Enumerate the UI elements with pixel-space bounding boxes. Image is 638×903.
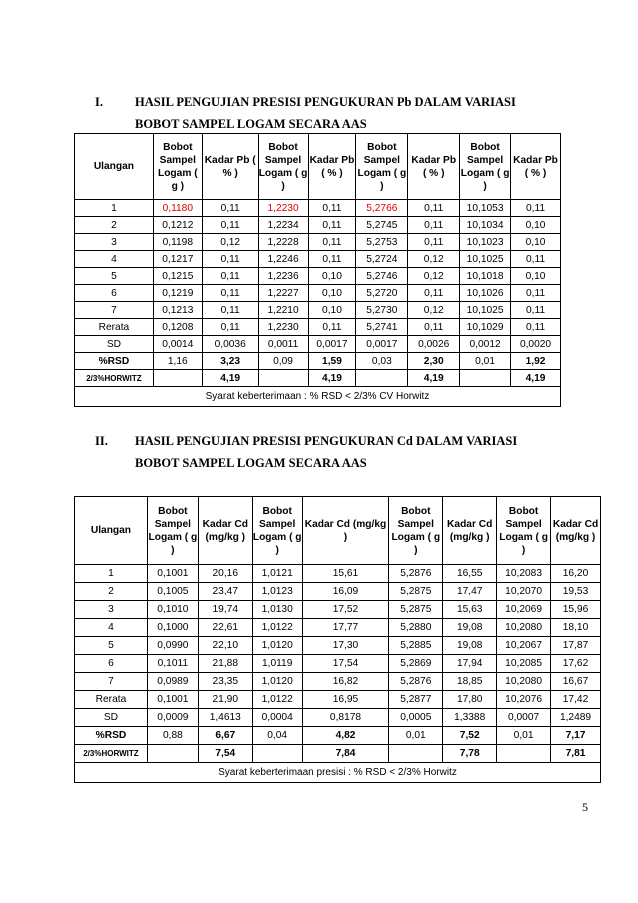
table-cell: 22,61 bbox=[198, 619, 252, 637]
table-cell: 0,0011 bbox=[258, 336, 308, 353]
table-cell: 5,2876 bbox=[389, 673, 443, 691]
table-cell: 0,1005 bbox=[147, 583, 198, 601]
table-cell: 0,11 bbox=[511, 251, 561, 268]
table-cell: 5,2746 bbox=[356, 268, 408, 285]
table-cell: 0,0009 bbox=[147, 709, 198, 727]
table-cell: 0,0012 bbox=[460, 336, 511, 353]
table-cell: 0,11 bbox=[408, 234, 460, 251]
column-header: Kadar Pb ( % ) bbox=[408, 134, 460, 200]
table-cell: 4,19 bbox=[511, 370, 561, 387]
table-cell: 0,11 bbox=[308, 217, 356, 234]
table-pb bbox=[74, 133, 561, 407]
table-cell bbox=[153, 370, 202, 387]
table-cell: 1,0119 bbox=[252, 655, 302, 673]
table-cell: 1,2489 bbox=[551, 709, 601, 727]
table-cell: 21,90 bbox=[198, 691, 252, 709]
table-cell: 0,1198 bbox=[153, 234, 202, 251]
table-cell: 5,2745 bbox=[356, 217, 408, 234]
table-cell: 0,1217 bbox=[153, 251, 202, 268]
table-cell: 10,1029 bbox=[460, 319, 511, 336]
table-cell: 0,01 bbox=[389, 727, 443, 745]
table-cell: 7,81 bbox=[551, 745, 601, 763]
table-row bbox=[75, 336, 561, 353]
table-cell: 0,1215 bbox=[153, 268, 202, 285]
table-cell bbox=[356, 370, 408, 387]
table-row bbox=[75, 285, 561, 302]
row-label: 5 bbox=[75, 637, 148, 655]
table-cell: 1,0122 bbox=[252, 619, 302, 637]
table-cell: 0,1001 bbox=[147, 691, 198, 709]
row-label: Rerata bbox=[75, 319, 154, 336]
table-cell: 1,2230 bbox=[258, 200, 308, 217]
column-header: Kadar Pb ( % ) bbox=[308, 134, 356, 200]
column-header-ulangan: Ulangan bbox=[75, 497, 148, 565]
table-cell: 0,12 bbox=[408, 268, 460, 285]
table-cell bbox=[258, 370, 308, 387]
table-cell: 0,10 bbox=[308, 302, 356, 319]
table-cell: 0,11 bbox=[511, 319, 561, 336]
table-cell: 10,1025 bbox=[460, 251, 511, 268]
table-cell: 5,2730 bbox=[356, 302, 408, 319]
section-2-title-line2: BOBOT SAMPEL LOGAM SECARA AAS bbox=[135, 456, 367, 470]
column-header: Kadar Cd (mg/kg ) bbox=[551, 497, 601, 565]
table-cell: 0,11 bbox=[202, 200, 258, 217]
table-cell: 0,8178 bbox=[302, 709, 389, 727]
table-cell: 1,2236 bbox=[258, 268, 308, 285]
table-row bbox=[75, 727, 601, 745]
row-label: 4 bbox=[75, 251, 154, 268]
table-row bbox=[75, 673, 601, 691]
section-2-heading bbox=[95, 431, 575, 475]
table-cell: 23,35 bbox=[198, 673, 252, 691]
table-cell: 7,52 bbox=[443, 727, 497, 745]
table-row bbox=[75, 601, 601, 619]
row-label: SD bbox=[75, 336, 154, 353]
section-2-number: II. bbox=[95, 434, 108, 448]
table-cell: 10,1034 bbox=[460, 217, 511, 234]
table-cell: 4,19 bbox=[308, 370, 356, 387]
row-label: 6 bbox=[75, 285, 154, 302]
table-cell: 0,01 bbox=[460, 353, 511, 370]
row-label: 1 bbox=[75, 565, 148, 583]
table-cell: 5,2869 bbox=[389, 655, 443, 673]
table-cell bbox=[389, 745, 443, 763]
row-label: 4 bbox=[75, 619, 148, 637]
table-cell bbox=[497, 745, 551, 763]
table-row bbox=[75, 565, 601, 583]
table-cell: 3,23 bbox=[202, 353, 258, 370]
table-cell: 0,0014 bbox=[153, 336, 202, 353]
table-cell: 5,2766 bbox=[356, 200, 408, 217]
row-label: %RSD bbox=[75, 727, 148, 745]
table-cell: 0,11 bbox=[408, 217, 460, 234]
table-cell: 17,52 bbox=[302, 601, 389, 619]
table-cell: 0,1212 bbox=[153, 217, 202, 234]
table-cell: 1,2228 bbox=[258, 234, 308, 251]
table-cell: 7,17 bbox=[551, 727, 601, 745]
column-header: Bobot Sampel Logam ( g ) bbox=[258, 134, 308, 200]
table-cell: 10,2070 bbox=[497, 583, 551, 601]
table-cell: 0,10 bbox=[308, 285, 356, 302]
table-row bbox=[75, 217, 561, 234]
table-cell: 5,2753 bbox=[356, 234, 408, 251]
column-header-ulangan: Ulangan bbox=[75, 134, 154, 200]
table-cell: 1,59 bbox=[308, 353, 356, 370]
table-cell: 0,1000 bbox=[147, 619, 198, 637]
table-cell: 0,0036 bbox=[202, 336, 258, 353]
table-cell: 0,11 bbox=[202, 302, 258, 319]
table-cell: 1,3388 bbox=[443, 709, 497, 727]
table-cell: 16,55 bbox=[443, 565, 497, 583]
table-cell: 16,95 bbox=[302, 691, 389, 709]
table-cell: 0,11 bbox=[308, 251, 356, 268]
table-cell: 0,11 bbox=[511, 200, 561, 217]
table-cell: 5,2741 bbox=[356, 319, 408, 336]
table-cell: 0,0989 bbox=[147, 673, 198, 691]
table-cell: 1,92 bbox=[511, 353, 561, 370]
table-cell: 0,10 bbox=[511, 217, 561, 234]
table-cell: 0,1208 bbox=[153, 319, 202, 336]
row-label: 2/3%HORWITZ bbox=[75, 370, 154, 387]
row-label: 7 bbox=[75, 673, 148, 691]
table-cell: 0,0990 bbox=[147, 637, 198, 655]
table-cell: 23,47 bbox=[198, 583, 252, 601]
row-label: %RSD bbox=[75, 353, 154, 370]
table-cell: 0,11 bbox=[308, 319, 356, 336]
table-cell: 0,03 bbox=[356, 353, 408, 370]
table-cell: 1,0120 bbox=[252, 637, 302, 655]
table-cell: 17,94 bbox=[443, 655, 497, 673]
table-cell: 21,88 bbox=[198, 655, 252, 673]
table-cell bbox=[147, 745, 198, 763]
table-cell: 0,09 bbox=[258, 353, 308, 370]
table-footer-row bbox=[75, 763, 601, 783]
table-cell: 0,11 bbox=[202, 217, 258, 234]
table-cell: 0,1213 bbox=[153, 302, 202, 319]
column-header: Kadar Cd (mg/kg ) bbox=[302, 497, 389, 565]
table-cell: 19,74 bbox=[198, 601, 252, 619]
table-cell: 16,20 bbox=[551, 565, 601, 583]
table-row bbox=[75, 268, 561, 285]
table-row bbox=[75, 302, 561, 319]
row-label: Rerata bbox=[75, 691, 148, 709]
table-cell: 0,12 bbox=[202, 234, 258, 251]
table-cell: 0,0004 bbox=[252, 709, 302, 727]
table-cell: 0,11 bbox=[408, 319, 460, 336]
table-cell: 7,54 bbox=[198, 745, 252, 763]
row-label: 3 bbox=[75, 601, 148, 619]
table-cell: 0,11 bbox=[202, 251, 258, 268]
section-1-heading bbox=[95, 92, 575, 136]
table-cell: 0,04 bbox=[252, 727, 302, 745]
table-cell: 0,12 bbox=[408, 302, 460, 319]
column-header: Kadar Pb ( % ) bbox=[202, 134, 258, 200]
table-cell: 0,11 bbox=[202, 285, 258, 302]
table-cell: 5,2880 bbox=[389, 619, 443, 637]
table-header-row bbox=[75, 497, 601, 565]
table-cell: 0,1219 bbox=[153, 285, 202, 302]
table-cell: 0,1010 bbox=[147, 601, 198, 619]
table-cell: 19,08 bbox=[443, 619, 497, 637]
table-cell: 10,2083 bbox=[497, 565, 551, 583]
table-cell: 0,0007 bbox=[497, 709, 551, 727]
table-cell: 5,2877 bbox=[389, 691, 443, 709]
table-cell: 20,16 bbox=[198, 565, 252, 583]
table-cell: 1,2234 bbox=[258, 217, 308, 234]
table-cell bbox=[252, 745, 302, 763]
table-cd bbox=[74, 496, 601, 783]
table-cell: 5,2724 bbox=[356, 251, 408, 268]
table-cell: 4,82 bbox=[302, 727, 389, 745]
table-cell: 18,10 bbox=[551, 619, 601, 637]
table-row bbox=[75, 619, 601, 637]
table-cell: 0,10 bbox=[308, 268, 356, 285]
column-header: Bobot Sampel Logam ( g ) bbox=[356, 134, 408, 200]
table-cell: 0,11 bbox=[202, 319, 258, 336]
table-cell: 16,82 bbox=[302, 673, 389, 691]
section-1-title-line1: HASIL PENGUJIAN PRESISI PENGUKURAN Pb DALAM VARIASI bbox=[135, 95, 516, 109]
table-cell: 10,1023 bbox=[460, 234, 511, 251]
row-label: 5 bbox=[75, 268, 154, 285]
table-cell: 5,2875 bbox=[389, 601, 443, 619]
column-header: Kadar Cd (mg/kg ) bbox=[443, 497, 497, 565]
row-label: 1 bbox=[75, 200, 154, 217]
table-cell: 1,0123 bbox=[252, 583, 302, 601]
table-cell: 1,2227 bbox=[258, 285, 308, 302]
table-cell: 10,2067 bbox=[497, 637, 551, 655]
table-cell: 5,2875 bbox=[389, 583, 443, 601]
table-cell: 16,67 bbox=[551, 673, 601, 691]
table-cell: 0,0005 bbox=[389, 709, 443, 727]
row-label: 6 bbox=[75, 655, 148, 673]
table-cell: 0,12 bbox=[408, 251, 460, 268]
table-cell: 1,0120 bbox=[252, 673, 302, 691]
table-cell: 5,2876 bbox=[389, 565, 443, 583]
table-cell: 0,11 bbox=[308, 200, 356, 217]
table-cell: 10,2076 bbox=[497, 691, 551, 709]
table-cell: 0,11 bbox=[202, 268, 258, 285]
row-label: SD bbox=[75, 709, 148, 727]
table-cell: 0,0017 bbox=[308, 336, 356, 353]
table-cell: 5,2720 bbox=[356, 285, 408, 302]
table-row bbox=[75, 709, 601, 727]
table-cell: 1,2210 bbox=[258, 302, 308, 319]
table-cell: 10,2080 bbox=[497, 619, 551, 637]
section-2-title-line1: HASIL PENGUJIAN PRESISI PENGUKURAN Cd DALAM VARIASI bbox=[135, 434, 518, 448]
table-cell: 10,1053 bbox=[460, 200, 511, 217]
table-cell: 1,0121 bbox=[252, 565, 302, 583]
table-cell: 1,0122 bbox=[252, 691, 302, 709]
column-header: Bobot Sampel Logam ( g ) bbox=[252, 497, 302, 565]
acceptance-criteria: Syarat keberterimaan : % RSD < 2/3% CV Horwitz bbox=[75, 387, 561, 407]
table-cell: 17,87 bbox=[551, 637, 601, 655]
table-cell: 19,08 bbox=[443, 637, 497, 655]
table-cell: 1,2246 bbox=[258, 251, 308, 268]
row-label: 3 bbox=[75, 234, 154, 251]
table-cell: 19,53 bbox=[551, 583, 601, 601]
table-cell: 17,47 bbox=[443, 583, 497, 601]
table-cell: 0,0020 bbox=[511, 336, 561, 353]
table-cell: 10,2069 bbox=[497, 601, 551, 619]
table-cell: 17,77 bbox=[302, 619, 389, 637]
table-cell: 17,80 bbox=[443, 691, 497, 709]
table-cell: 15,96 bbox=[551, 601, 601, 619]
acceptance-criteria: Syarat keberterimaan presisi : % RSD < 2/3% Horwitz bbox=[75, 763, 601, 783]
row-label: 2/3%HORWITZ bbox=[75, 745, 148, 763]
column-header: Bobot Sampel Logam ( g ) bbox=[389, 497, 443, 565]
table-row bbox=[75, 234, 561, 251]
table-cell: 18,85 bbox=[443, 673, 497, 691]
table-row bbox=[75, 200, 561, 217]
table-cell: 10,2085 bbox=[497, 655, 551, 673]
column-header: Kadar Cd (mg/kg ) bbox=[198, 497, 252, 565]
table-cell: 0,11 bbox=[408, 285, 460, 302]
table-cell: 0,11 bbox=[308, 234, 356, 251]
section-1-title-line2: BOBOT SAMPEL LOGAM SECARA AAS bbox=[135, 117, 367, 131]
table-cell: 2,30 bbox=[408, 353, 460, 370]
table-cell: 6,67 bbox=[198, 727, 252, 745]
table-cell: 4,19 bbox=[408, 370, 460, 387]
column-header: Kadar Pb ( % ) bbox=[511, 134, 561, 200]
page-number: 5 bbox=[582, 800, 588, 814]
table-cell: 7,84 bbox=[302, 745, 389, 763]
table-footer-row bbox=[75, 387, 561, 407]
row-label: 2 bbox=[75, 583, 148, 601]
column-header: Bobot Sampel Logam ( g ) bbox=[147, 497, 198, 565]
table-cell: 0,01 bbox=[497, 727, 551, 745]
table-row bbox=[75, 745, 601, 763]
table-cell: 17,62 bbox=[551, 655, 601, 673]
table-cell: 0,0026 bbox=[408, 336, 460, 353]
row-label: 2 bbox=[75, 217, 154, 234]
table-cell: 10,1025 bbox=[460, 302, 511, 319]
column-header: Bobot Sampel Logam ( g ) bbox=[460, 134, 511, 200]
table-cell: 17,54 bbox=[302, 655, 389, 673]
table-cell: 1,0130 bbox=[252, 601, 302, 619]
row-label: 7 bbox=[75, 302, 154, 319]
table-cell: 22,10 bbox=[198, 637, 252, 655]
column-header: Bobot Sampel Logam ( g ) bbox=[153, 134, 202, 200]
table-cell: 5,2885 bbox=[389, 637, 443, 655]
table-cell: 0,10 bbox=[511, 268, 561, 285]
table-header-row bbox=[75, 134, 561, 200]
table-cell: 0,1001 bbox=[147, 565, 198, 583]
table-cell: 7,78 bbox=[443, 745, 497, 763]
table-row bbox=[75, 655, 601, 673]
table-row bbox=[75, 319, 561, 336]
table-row bbox=[75, 691, 601, 709]
table-cell: 16,09 bbox=[302, 583, 389, 601]
table-cell: 0,88 bbox=[147, 727, 198, 745]
table-cell: 0,11 bbox=[511, 285, 561, 302]
table-row bbox=[75, 583, 601, 601]
table-cell: 0,11 bbox=[511, 302, 561, 319]
table-cell: 1,16 bbox=[153, 353, 202, 370]
table-cell: 17,42 bbox=[551, 691, 601, 709]
table-cell bbox=[460, 370, 511, 387]
table-row bbox=[75, 353, 561, 370]
table-row bbox=[75, 370, 561, 387]
table-cell: 1,4613 bbox=[198, 709, 252, 727]
table-cell: 10,1026 bbox=[460, 285, 511, 302]
table-cell: 0,10 bbox=[511, 234, 561, 251]
table-cell: 15,63 bbox=[443, 601, 497, 619]
table-cell: 1,2230 bbox=[258, 319, 308, 336]
section-1-number: I. bbox=[95, 95, 103, 109]
table-cell: 0,1180 bbox=[153, 200, 202, 217]
table-cell: 10,2080 bbox=[497, 673, 551, 691]
table-row bbox=[75, 637, 601, 655]
column-header: Bobot Sampel Logam ( g ) bbox=[497, 497, 551, 565]
table-row bbox=[75, 251, 561, 268]
table-cell: 0,1011 bbox=[147, 655, 198, 673]
table-cell: 15,61 bbox=[302, 565, 389, 583]
table-cell: 17,30 bbox=[302, 637, 389, 655]
table-cell: 10,1018 bbox=[460, 268, 511, 285]
table-cell: 0,0017 bbox=[356, 336, 408, 353]
table-cell: 0,11 bbox=[408, 200, 460, 217]
table-cell: 4,19 bbox=[202, 370, 258, 387]
